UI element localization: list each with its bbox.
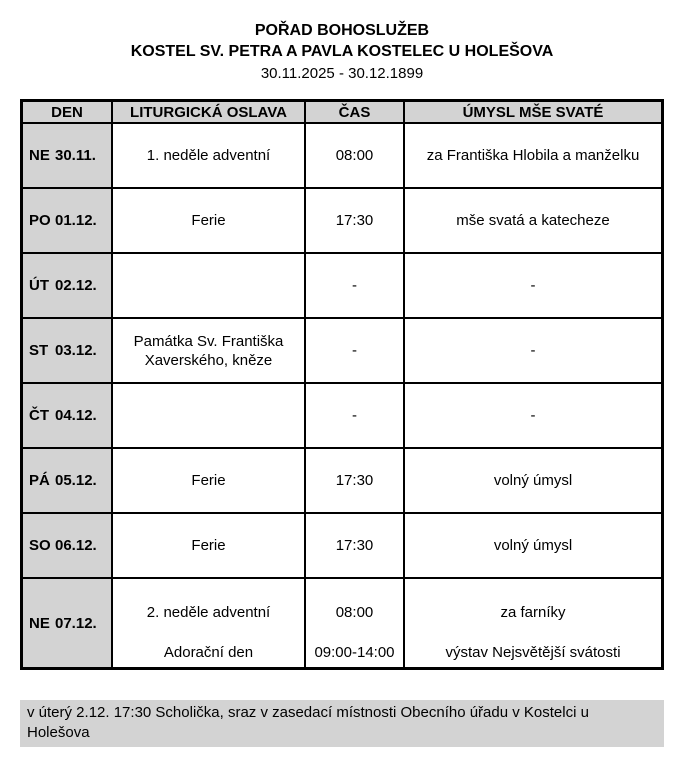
intent-cell — [405, 384, 661, 447]
liturgy-cell — [113, 384, 306, 447]
column-header-cas: ČAS — [306, 102, 405, 122]
table-row — [23, 449, 661, 514]
day-cell — [23, 124, 113, 187]
liturgy-cell — [113, 124, 306, 187]
day-date: 04.12. — [55, 407, 97, 424]
day-abbreviation: SO — [29, 537, 51, 554]
time-text: - — [352, 407, 357, 424]
day-abbreviation: ST — [29, 342, 49, 359]
time-text: 08:00 — [335, 604, 374, 621]
time-cell — [306, 514, 405, 577]
time-cell — [306, 579, 405, 667]
day-date: 06.12. — [55, 537, 97, 554]
church-name: KOSTEL SV. PETRA A PAVLA KOSTELEC U HOLEŠOVA — [130, 43, 554, 60]
intent-text: za Františka Hlobila a manželku — [426, 147, 640, 164]
time-text: 08:00 — [335, 147, 374, 164]
liturgy-cell — [113, 579, 306, 667]
day-cell — [23, 254, 113, 317]
day-date: 03.12. — [55, 342, 97, 359]
table-row — [23, 384, 661, 449]
intent-text-secondary: výstav Nejsvětější svátosti — [445, 644, 621, 661]
liturgy-text: 2. neděle adventní — [146, 604, 271, 621]
intent-cell — [405, 124, 661, 187]
liturgy-text-secondary: Adorační den — [163, 644, 254, 661]
intent-cell — [405, 579, 661, 667]
intent-text: volný úmysl — [493, 472, 573, 489]
day-cell — [23, 189, 113, 252]
time-cell — [306, 449, 405, 512]
liturgy-text: Ferie — [191, 472, 226, 489]
intent-cell — [405, 254, 661, 317]
intent-text: za farníky — [500, 604, 566, 621]
time-cell — [306, 124, 405, 187]
day-date: 05.12. — [55, 472, 97, 489]
time-cell — [306, 189, 405, 252]
time-cell — [306, 384, 405, 447]
liturgy-cell — [113, 514, 306, 577]
date-range: 30.11.2025 - 30.12.1899 — [260, 65, 424, 82]
page-title: POŘAD BOHOSLUŽEB — [254, 22, 430, 39]
time-text: 17:30 — [335, 472, 374, 489]
column-header-den: DEN — [23, 102, 113, 122]
day-cell — [23, 449, 113, 512]
intent-text: - — [530, 407, 536, 424]
intent-text: volný úmysl — [493, 537, 573, 554]
day-cell — [23, 319, 113, 382]
table-row — [23, 579, 661, 667]
liturgy-text: Ferie — [191, 212, 226, 229]
table-body — [23, 124, 661, 667]
day-date: 30.11. — [55, 147, 96, 164]
intent-text: - — [530, 277, 536, 294]
table-row — [23, 319, 661, 384]
footer-note: v úterý 2.12. 17:30 Scholička, sraz v zasedací místnosti Obecního úřadu v Kostelci u Holešova — [20, 700, 664, 747]
day-date: 02.12. — [55, 277, 97, 294]
table-header-row — [23, 102, 661, 124]
liturgy-text: Ferie — [191, 537, 226, 554]
time-cell — [306, 254, 405, 317]
day-date: 07.12. — [55, 614, 97, 632]
schedule-table — [20, 99, 664, 670]
table-row — [23, 514, 661, 579]
document-header — [0, 20, 684, 84]
day-abbreviation: NE — [29, 614, 50, 632]
liturgy-cell — [113, 319, 306, 382]
day-abbreviation: NE — [29, 147, 50, 164]
intent-cell — [405, 319, 661, 382]
time-text-secondary: 09:00-14:00 — [314, 644, 395, 661]
table-row — [23, 124, 661, 189]
liturgy-cell — [113, 254, 306, 317]
day-abbreviation: PO — [29, 212, 51, 229]
time-text: - — [352, 277, 357, 294]
column-header-umysl-mse-svate: ÚMYSL MŠE SVATÉ — [405, 102, 661, 122]
day-abbreviation: PÁ — [29, 472, 50, 489]
liturgy-text: 1. neděle adventní — [146, 147, 271, 164]
time-text: 17:30 — [335, 212, 374, 229]
day-cell — [23, 384, 113, 447]
time-text: 17:30 — [335, 537, 374, 554]
intent-cell — [405, 189, 661, 252]
liturgy-text: Památka Sv. Františka Xaverského, kněze — [133, 332, 284, 369]
intent-cell — [405, 514, 661, 577]
day-date: 01.12. — [55, 212, 97, 229]
table-row — [23, 254, 661, 319]
column-header-liturgicka-oslava: LITURGICKÁ OSLAVA — [113, 102, 306, 122]
intent-text: - — [530, 342, 536, 359]
liturgy-cell — [113, 449, 306, 512]
day-cell — [23, 514, 113, 577]
liturgy-cell — [113, 189, 306, 252]
time-text: - — [352, 342, 357, 359]
table-row — [23, 189, 661, 254]
day-abbreviation: ČT — [29, 407, 49, 424]
day-abbreviation: ÚT — [29, 277, 49, 294]
intent-text: mše svatá a katecheze — [456, 212, 610, 229]
day-cell — [23, 579, 113, 667]
time-cell — [306, 319, 405, 382]
intent-cell — [405, 449, 661, 512]
